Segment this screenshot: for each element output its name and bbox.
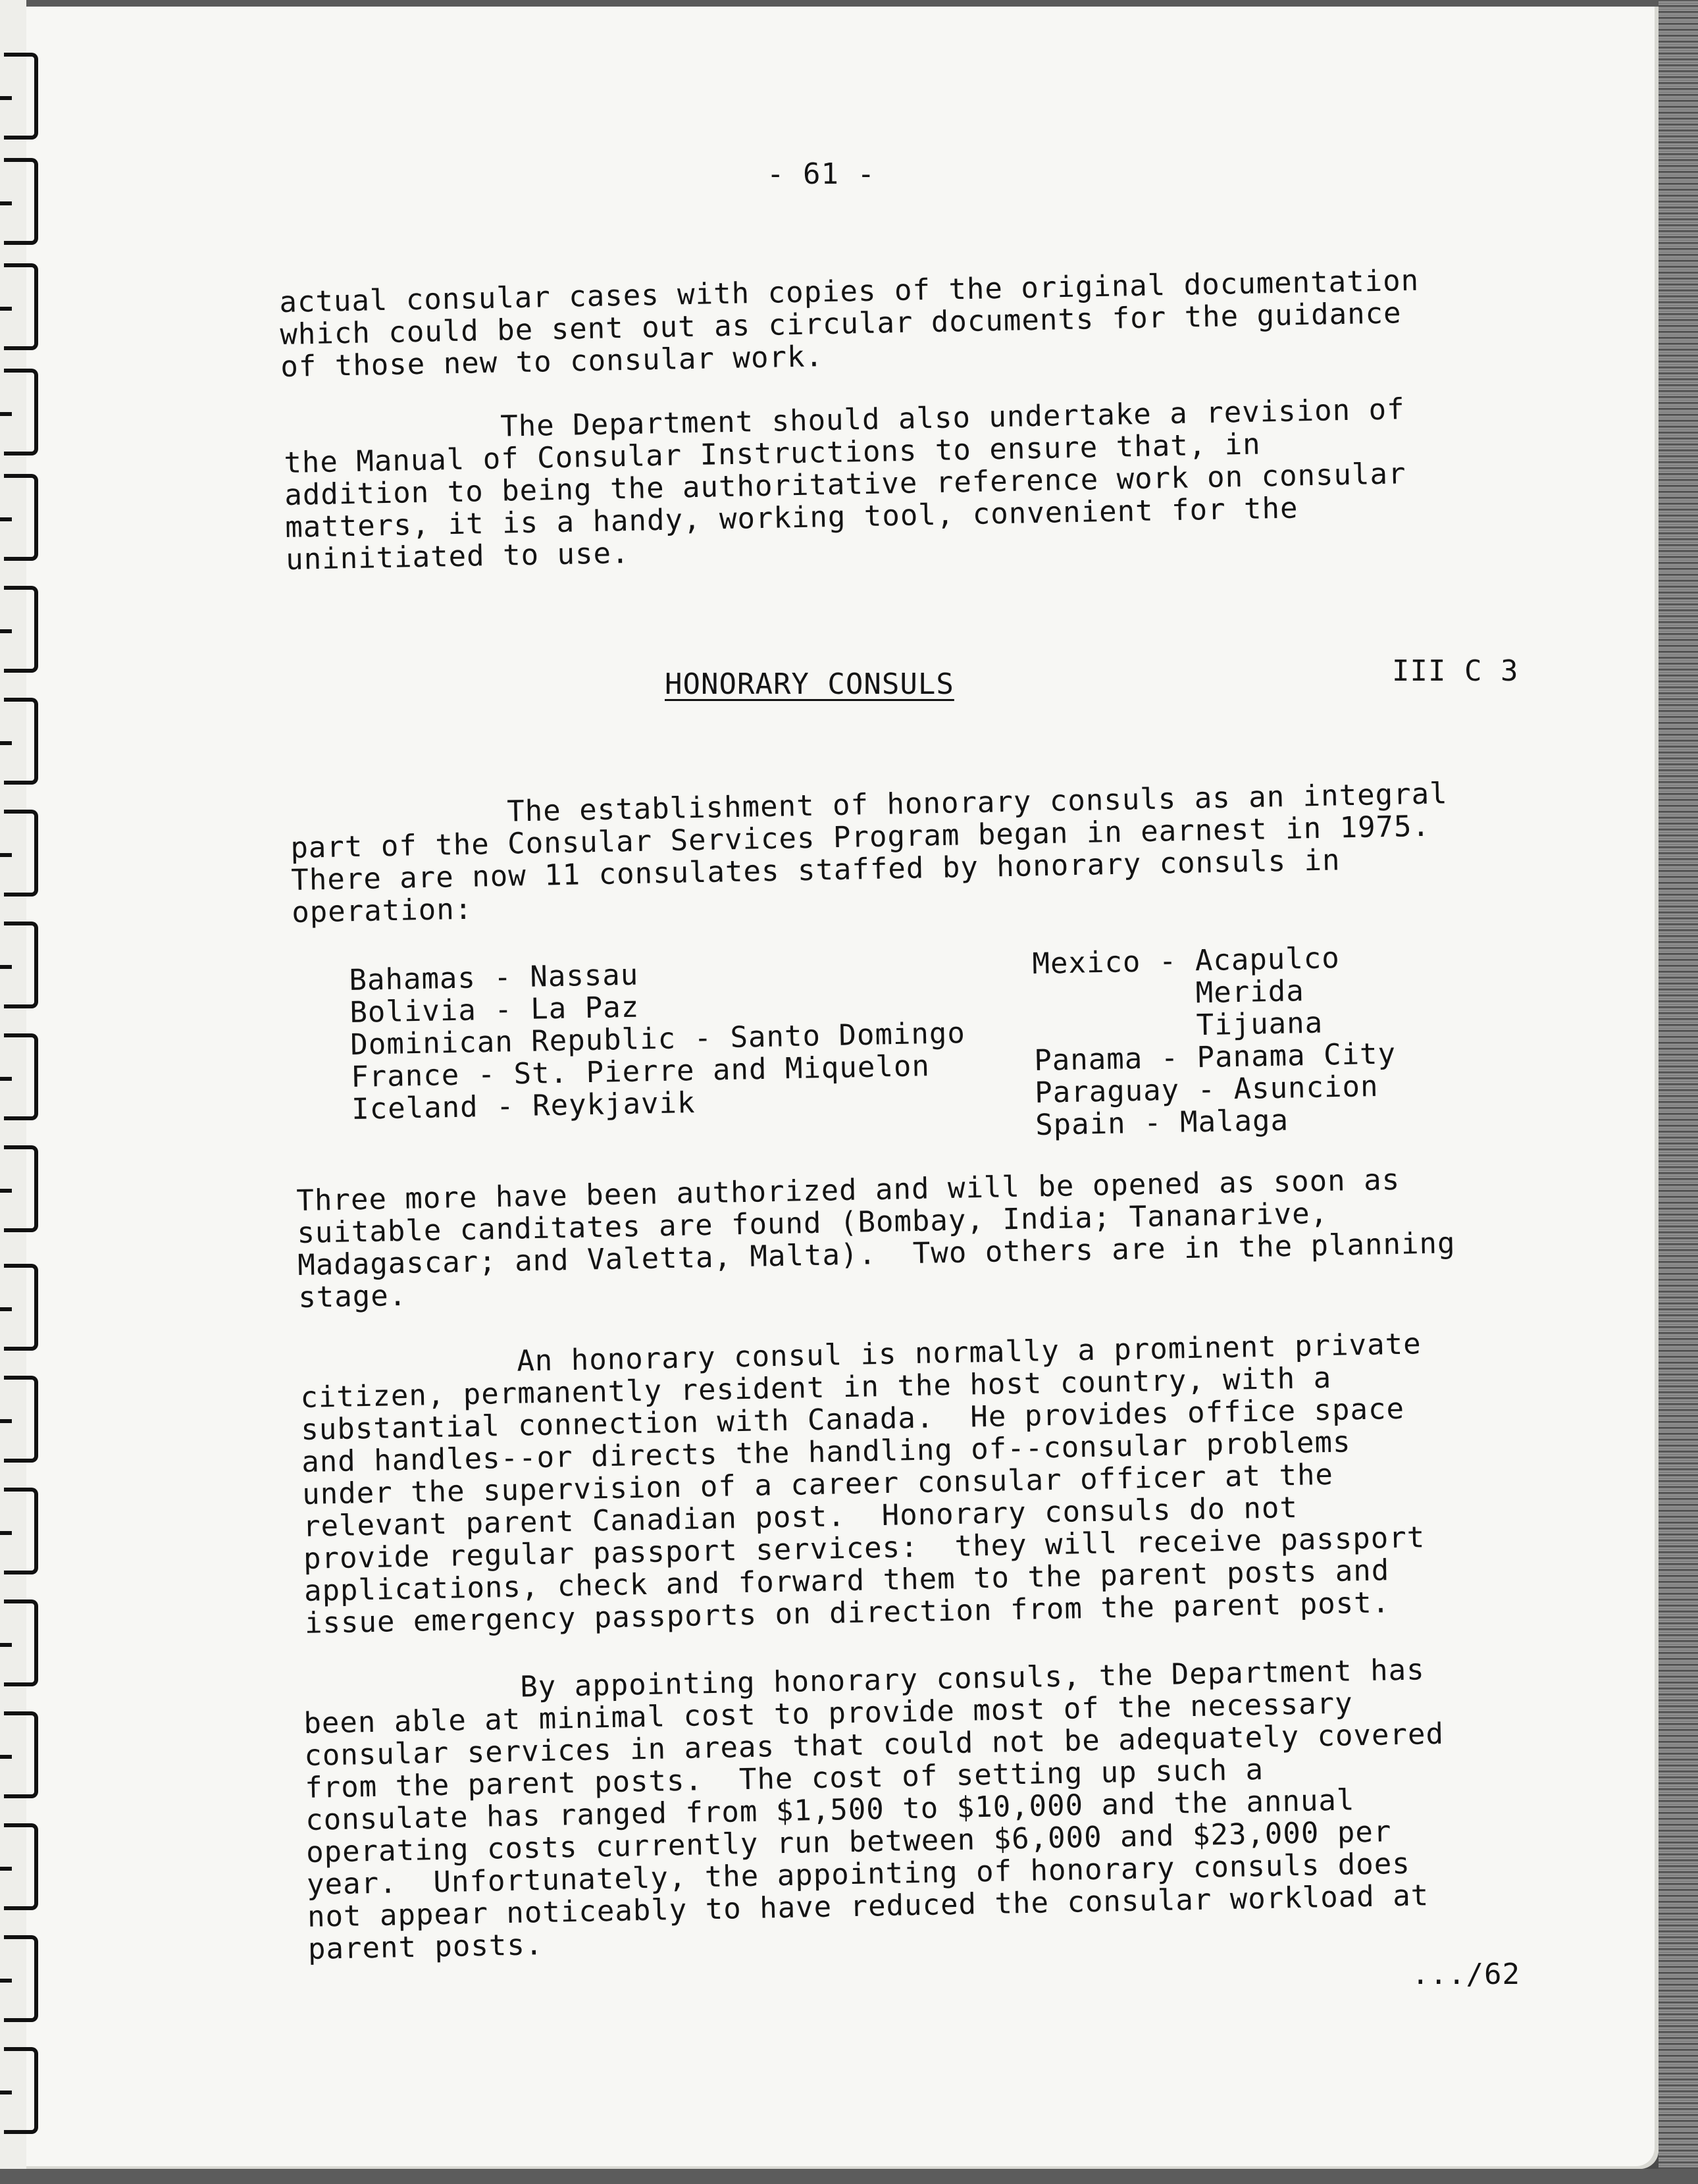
binding-ring (4, 158, 38, 245)
binding-ring (4, 1823, 38, 1910)
binding-ring (4, 810, 38, 897)
binding-ring (4, 922, 38, 1008)
page-number: - 61 - (767, 157, 875, 191)
binding-ring (4, 263, 38, 350)
binding-ring (4, 586, 38, 673)
binding-ring (4, 1376, 38, 1463)
binding-ring (4, 1488, 38, 1574)
binding-ring (4, 474, 38, 561)
paragraph-manual-revision: The Department should also undertake a revision of the Manual of Consular Instructions to ensure that, in addition to being the authoritative reference work on consular matters, it is a handy, working tool, convenient for the uninitiated to use. (282, 392, 1406, 577)
paragraph-establishment: The establishment of honorary consuls as an integral part of the Consular Services Program began in earnest in 1975. There are now 11 consulates staffed by honorary consuls in operation: (289, 777, 1449, 929)
binding-ring (4, 1599, 38, 1686)
section-heading: HONORARY CONSULS (665, 667, 954, 701)
binding-ring (4, 1145, 38, 1232)
binding-ring (4, 1033, 38, 1120)
binding-ring (4, 53, 38, 140)
binding-ring (4, 1711, 38, 1798)
section-reference: III C 3 (1392, 654, 1519, 688)
binding-ring (4, 369, 38, 455)
scan-top-edge (0, 0, 1698, 7)
paragraph-consular-cases: actual consular cases with copies of the original documentation which could be sent out as circular documents for the guidance of those new to consular work. (278, 263, 1420, 384)
binding-ring (4, 1935, 38, 2022)
continuation-marker: .../62 (1412, 1958, 1520, 1991)
paragraph-honorary-consul-role: An honorary consul is normally a prominent private citizen, permanently resident in the host country, with a substantial connection with Canada. He provides office space and handles--or directs the handling of--consular problems under the supervision of a career consular officer at the relevant parent Canadian post. Honorary consuls do not provide regular passport services: they will receive passport applications, check and forward them to the parent posts and issue emergency passports on direction from the parent post. (299, 1327, 1426, 1640)
consulate-list-right: Mexico - Acapulco Merida Tijuana Panama - Panama City Paraguay - Asuncion Spain - Malaga (1031, 941, 1397, 1142)
binding-ring (4, 698, 38, 785)
binding-ring (4, 2047, 38, 2134)
binding-ring (4, 1264, 38, 1351)
consulate-list-left: Bahamas - Nassau Bolivia - La Paz Dominican Republic - Santo Domingo France - St. Pierre and Miquelon Iceland - Reykjavik (348, 958, 966, 1126)
scan-bottom-edge (0, 2169, 1698, 2184)
scan-right-edge (1659, 0, 1698, 2184)
paragraph-authorized: Three more have been authorized and will be opened as soon as suitable canditates are found (Bombay, India; Tananarive, Madagascar; and Valetta, Malta). Two others are in the planning stage. (296, 1162, 1456, 1314)
spiral-binding (0, 26, 46, 2179)
paragraph-appointing-costs: By appointing honorary consuls, the Department has been able at minimal cost to provide most of the necessary consular services in areas that could not be adequately covered from the parent posts. The cost of setting up such a consulate has ranged from $1,500 to $10,000 and the annual operating costs currently run between $6,000 and $23,000 per year. Unfortunately, the appointing of honorary consuls does not appear noticeably to have reduced the consular workload at parent posts. (302, 1653, 1445, 1966)
